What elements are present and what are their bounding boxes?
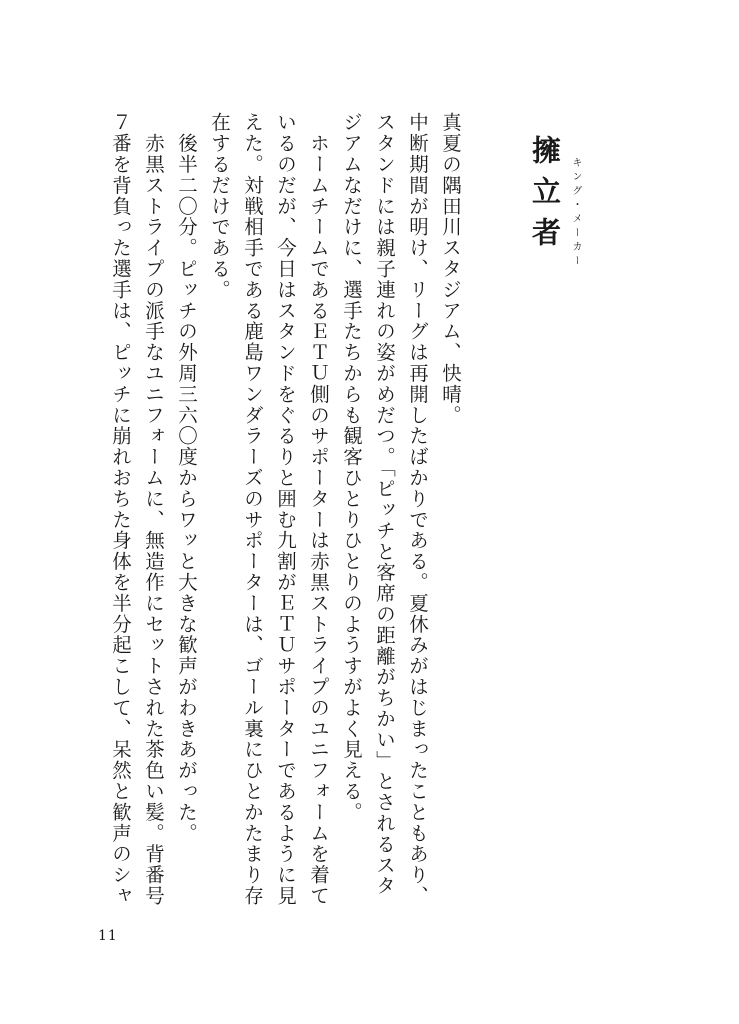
chapter-title-ruby: キング・メーカー [570,157,581,269]
chapter-title-block [520,135,592,295]
body-text: 真夏の隅田川スタジアム、快晴。 中断期間が明け、リーグは再開したばかりである。夏休みがはじまったこともあり、 スタンドには親子連れの姿がめだつ。「ピッチと客席の距離がちかい」とされるスタ ジアムなだけに、選手たちからも観客ひとりひとりのようすがよく見える。 ホームチームであるＥＴＵ側のサポーターは赤黒ストライプのユニフォームを着て いるのだが、今日はスタンドをぐるりと囲む九割がＥＴＵサポーターであるように見 えた。対戦相手である鹿島ワンダラーズのサポーターは、ゴール裏にひとかたまり存 在するだけである。 後半二〇分。ピッチの外周三六〇度からワッと大きな歓声がわきあがった。 赤黒ストライプの派手なユニフォームに、無造作にセットされた茶色い髪。背番号 ７番を背負った選手は、ピッチに崩れおちた身体を半分起こして、呆然と歓声のシャ [109,112,462,907]
chapter-title: 擁立者 [528,135,562,258]
page-number: 11 [98,928,118,944]
